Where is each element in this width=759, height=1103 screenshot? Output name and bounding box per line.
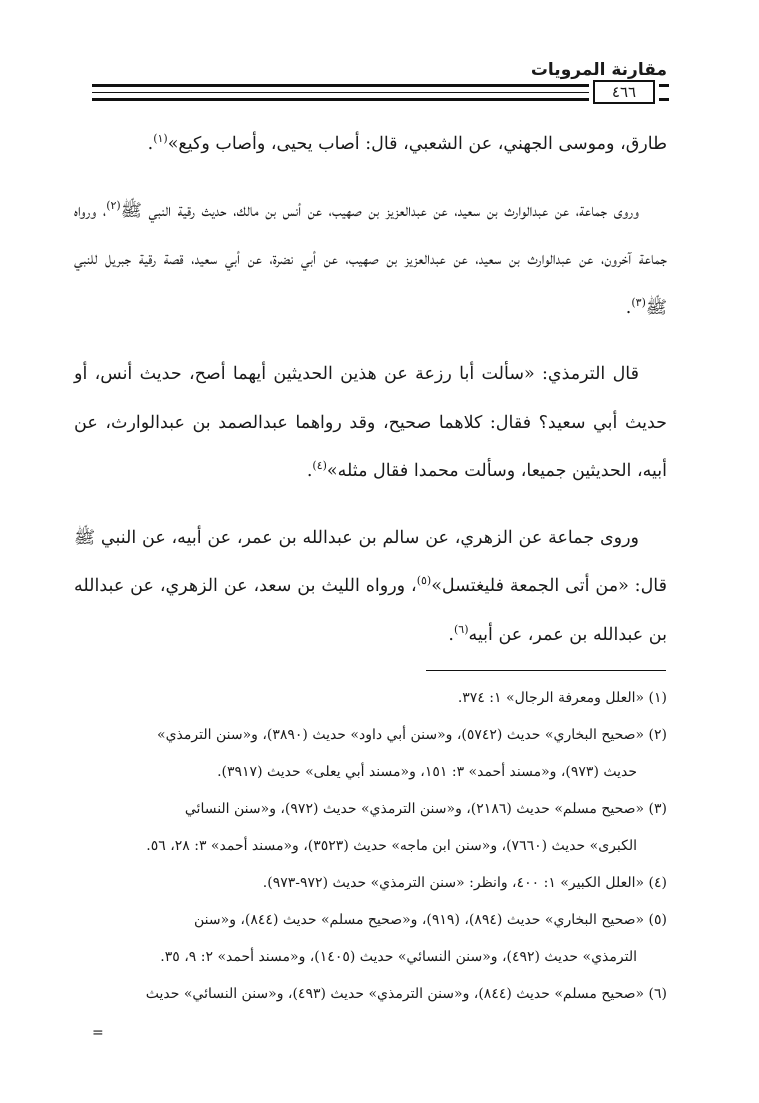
main-text [74,120,667,677]
paragraph-1 [74,120,667,169]
footnote-ref-1: (١) [153,132,168,146]
footnote-6: (٦) «صحيح مسلم» حديث (٨٤٤)، و«سنن الترمذي» حديث (٤٩٣)، و«سنن النسائي» حديث [145,986,667,1002]
footnote-ref-2: (٢) [106,198,121,212]
footnote-ref-3: (٣) [631,295,646,309]
footnote-2-continued: حديث (٩٧٣)، و«مسند أحمد» ٣: ١٥١، و«مسند أبي يعلى» حديث (٣٩١٧). [217,764,637,780]
paragraph-2-end: . [625,297,632,318]
header-rule-middle [92,92,589,93]
footnote-2: (٢) «صحيح البخاري» حديث (٥٧٤٢)، و«سنن أبي داود» حديث (٣٨٩٠)، و«سنن الترمذي» [157,727,667,743]
footnote-3-continued: الكبرى» حديث (٧٦٦٠)، و«سنن ابن ماجه» حديث (٣٥٢٣)، و«مسند أحمد» ٣: ٢٨، ٥٦. [146,838,637,854]
footnote-5: (٥) «صحيح البخاري» حديث (٨٩٤)، (٩١٩)، و«صحيح مسلم» حديث (٨٤٤)، و«سنن [194,912,667,928]
paragraph-2-text-b: ، ورواه جماعة آخرون، عن عبدالوارث بن سعيد، عن عبدالعزيز بن صهيب، عن أبي نضرة، عن أبي سعيد، قصة رقية جبريل للنبي ﷺ [74,200,667,318]
paragraph-2-text-a: وروى جماعة، عن عبدالوارث بن سعيد، عن عبدالعزيز بن صهيب، عن أنس بن مالك، حديث رقية النبي ﷺ [120,200,639,221]
paragraph-1-end: . [147,134,154,154]
running-header-title: مقارنة المرويات [530,60,667,80]
paragraph-2 [74,187,667,333]
footnote-5-continued: الترمذي» حديث (٤٩٢)، و«سنن النسائي» حديث (١٤٠٥)، و«مسند أحمد» ٢: ٩، ٣٥. [160,949,637,965]
paragraph-4-end: . [448,624,454,645]
header-rule-right-bottom [659,98,669,101]
footnote-1: (١) «العلل ومعرفة الرجال» ١: ٣٧٤. [457,690,667,706]
footnote-3: (٣) «صحيح مسلم» حديث (٢١٨٦)، و«سنن الترمذي» حديث (٩٧٢)، و«سنن النسائي [184,801,667,817]
paragraph-1-text: طارق، وموسى الجهني، عن الشعبي، قال: أصاب يحيى، وأصاب وكيع» [167,134,667,154]
paragraph-4-text-a: وروى جماعة عن الزهري، عن سالم بن عبدالله بن عمر، عن أبيه، عن النبي ﷺ قال: «من أتى الجمعة فليغتسل» [74,527,667,596]
footnote-separator [426,670,666,671]
header-rule-bottom [92,98,589,101]
paragraph-3-text: قال الترمذي: «سألت أبا رزعة عن هذين الحديثين أيهما أصح، حديث أنس، أو حديث أبي سعيد؟ فقال: كلاهما صحيح، وقد رواهما عبدالصمد بن عبدالوارث، عن أبيه، الحديثين جميعا، وسألت محمدا فقال مثله» [74,364,667,481]
paragraph-3 [74,350,667,496]
footnote-ref-4: (٤) [312,459,327,473]
paragraph-3-end: . [306,461,313,481]
header-rule-top [92,84,589,87]
footnote-ref-5: (٥) [416,574,432,588]
footnote-ref-6: (٦) [453,622,469,636]
footnotes [74,682,667,1015]
header-rule-right-top [659,84,669,87]
paragraph-4-text-b: ، ورواه الليث بن سعد، عن الزهري، عن عبدالله بن عبدالله بن عمر، عن أبيه [74,576,667,645]
page-number: ٤٦٦ [593,80,655,104]
footnote-4: (٤) «العلل الكبير» ١: ٤٠٠، وانظر: «سنن الترمذي» حديث (٩٧٢-٩٧٣). [262,875,667,891]
paragraph-4 [74,514,667,660]
continuation-mark: = [92,1025,104,1041]
